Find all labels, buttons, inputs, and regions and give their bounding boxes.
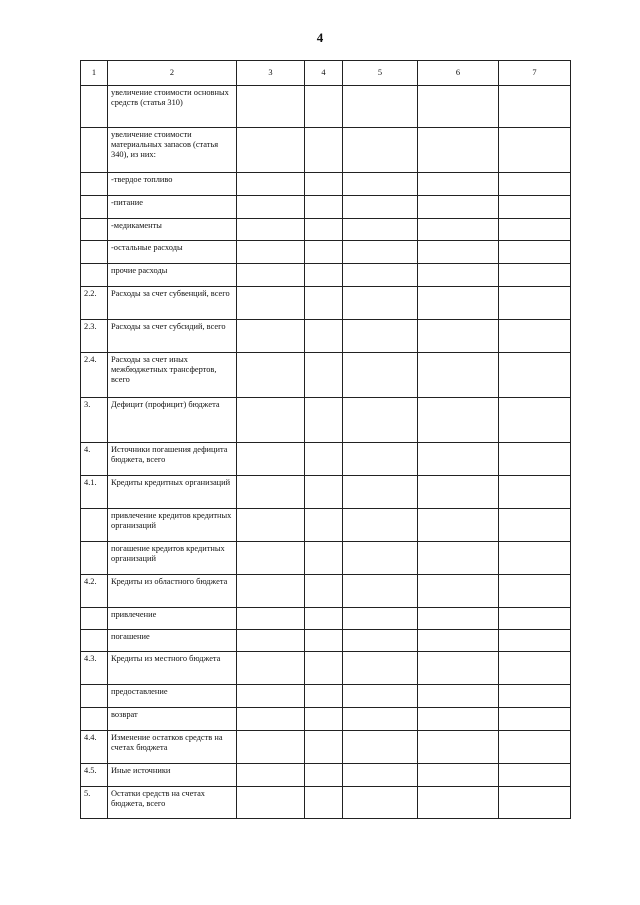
value-cell bbox=[305, 196, 343, 219]
value-cell bbox=[418, 575, 499, 608]
table-row bbox=[81, 708, 571, 731]
value-cell bbox=[343, 241, 418, 264]
row-label: -твердое топливо bbox=[108, 173, 237, 196]
row-label: Остатки средств на счетах бюджета, всего bbox=[108, 787, 237, 819]
value-cell bbox=[418, 708, 499, 731]
value-cell bbox=[418, 652, 499, 685]
row-number: 5. bbox=[81, 787, 108, 819]
value-cell bbox=[418, 173, 499, 196]
value-cell bbox=[237, 128, 305, 173]
value-cell bbox=[343, 731, 418, 764]
row-number bbox=[81, 241, 108, 264]
table-row bbox=[81, 608, 571, 630]
value-cell bbox=[499, 287, 571, 320]
value-cell bbox=[237, 264, 305, 287]
value-cell bbox=[237, 685, 305, 708]
value-cell bbox=[237, 764, 305, 787]
row-number: 4.2. bbox=[81, 575, 108, 608]
value-cell bbox=[237, 476, 305, 509]
column-header: 4 bbox=[305, 61, 343, 86]
table-row bbox=[81, 542, 571, 575]
value-cell bbox=[499, 320, 571, 353]
table-row bbox=[81, 575, 571, 608]
row-number bbox=[81, 173, 108, 196]
row-number bbox=[81, 685, 108, 708]
value-cell bbox=[237, 575, 305, 608]
table-row bbox=[81, 241, 571, 264]
table-row bbox=[81, 173, 571, 196]
value-cell bbox=[305, 652, 343, 685]
value-cell bbox=[237, 86, 305, 128]
value-cell bbox=[305, 219, 343, 241]
row-number bbox=[81, 128, 108, 173]
row-number: 4.5. bbox=[81, 764, 108, 787]
row-number: 2.2. bbox=[81, 287, 108, 320]
value-cell bbox=[418, 731, 499, 764]
value-cell bbox=[499, 608, 571, 630]
value-cell bbox=[499, 575, 571, 608]
value-cell bbox=[343, 86, 418, 128]
row-number: 3. bbox=[81, 398, 108, 443]
row-number bbox=[81, 86, 108, 128]
table-row bbox=[81, 398, 571, 443]
value-cell bbox=[418, 86, 499, 128]
value-cell bbox=[499, 443, 571, 476]
value-cell bbox=[343, 128, 418, 173]
value-cell bbox=[418, 128, 499, 173]
value-cell bbox=[237, 787, 305, 819]
value-cell bbox=[499, 196, 571, 219]
value-cell bbox=[237, 353, 305, 398]
value-cell bbox=[237, 241, 305, 264]
value-cell bbox=[343, 196, 418, 219]
row-label: Кредиты кредитных организаций bbox=[108, 476, 237, 509]
value-cell bbox=[237, 320, 305, 353]
value-cell bbox=[343, 764, 418, 787]
row-number: 2.4. bbox=[81, 353, 108, 398]
value-cell bbox=[305, 241, 343, 264]
row-label: Источники погашения дефицита бюджета, всего bbox=[108, 443, 237, 476]
value-cell bbox=[418, 320, 499, 353]
value-cell bbox=[305, 398, 343, 443]
value-cell bbox=[305, 575, 343, 608]
row-number: 4.4. bbox=[81, 731, 108, 764]
row-number: 4.1. bbox=[81, 476, 108, 509]
row-number bbox=[81, 542, 108, 575]
table-row bbox=[81, 86, 571, 128]
row-number: 4.3. bbox=[81, 652, 108, 685]
table-row bbox=[81, 652, 571, 685]
row-label: привлечение bbox=[108, 608, 237, 630]
value-cell bbox=[499, 685, 571, 708]
value-cell bbox=[418, 630, 499, 652]
header-row bbox=[81, 61, 571, 86]
value-cell bbox=[305, 287, 343, 320]
row-label: -медикаменты bbox=[108, 219, 237, 241]
value-cell bbox=[418, 608, 499, 630]
value-cell bbox=[499, 764, 571, 787]
value-cell bbox=[499, 509, 571, 542]
row-number bbox=[81, 509, 108, 542]
row-label: предоставление bbox=[108, 685, 237, 708]
column-header: 1 bbox=[81, 61, 108, 86]
row-number: 2.3. bbox=[81, 320, 108, 353]
value-cell bbox=[418, 509, 499, 542]
value-cell bbox=[237, 509, 305, 542]
value-cell bbox=[499, 542, 571, 575]
value-cell bbox=[305, 443, 343, 476]
row-number bbox=[81, 608, 108, 630]
value-cell bbox=[237, 287, 305, 320]
column-header: 6 bbox=[418, 61, 499, 86]
page-number: 4 bbox=[316, 30, 324, 45]
value-cell bbox=[343, 787, 418, 819]
value-cell bbox=[305, 476, 343, 509]
value-cell bbox=[343, 443, 418, 476]
value-cell bbox=[305, 685, 343, 708]
value-cell bbox=[499, 241, 571, 264]
column-header: 7 bbox=[499, 61, 571, 86]
row-number bbox=[81, 219, 108, 241]
value-cell bbox=[343, 630, 418, 652]
value-cell bbox=[418, 542, 499, 575]
value-cell bbox=[237, 630, 305, 652]
value-cell bbox=[343, 608, 418, 630]
value-cell bbox=[343, 652, 418, 685]
value-cell bbox=[305, 173, 343, 196]
value-cell bbox=[305, 787, 343, 819]
row-number bbox=[81, 630, 108, 652]
table-row bbox=[81, 287, 571, 320]
value-cell bbox=[343, 287, 418, 320]
value-cell bbox=[305, 630, 343, 652]
row-label: Кредиты из областного бюджета bbox=[108, 575, 237, 608]
column-header: 5 bbox=[343, 61, 418, 86]
row-label: погашение bbox=[108, 630, 237, 652]
table-row bbox=[81, 509, 571, 542]
value-cell bbox=[305, 509, 343, 542]
value-cell bbox=[343, 476, 418, 509]
value-cell bbox=[305, 608, 343, 630]
value-cell bbox=[237, 398, 305, 443]
value-cell bbox=[343, 264, 418, 287]
value-cell bbox=[237, 196, 305, 219]
table-row bbox=[81, 320, 571, 353]
value-cell bbox=[305, 708, 343, 731]
value-cell bbox=[237, 708, 305, 731]
row-label: прочие расходы bbox=[108, 264, 237, 287]
table-row bbox=[81, 630, 571, 652]
value-cell bbox=[418, 264, 499, 287]
row-label: Дефицит (профицит) бюджета bbox=[108, 398, 237, 443]
row-number bbox=[81, 196, 108, 219]
value-cell bbox=[418, 353, 499, 398]
value-cell bbox=[418, 196, 499, 219]
table-row bbox=[81, 264, 571, 287]
value-cell bbox=[499, 630, 571, 652]
value-cell bbox=[418, 787, 499, 819]
row-label: погашение кредитов кредитных организаций bbox=[108, 542, 237, 575]
value-cell bbox=[343, 509, 418, 542]
value-cell bbox=[499, 173, 571, 196]
value-cell bbox=[418, 476, 499, 509]
table-row bbox=[81, 787, 571, 819]
table-row bbox=[81, 685, 571, 708]
value-cell bbox=[499, 219, 571, 241]
value-cell bbox=[499, 731, 571, 764]
value-cell bbox=[305, 764, 343, 787]
table-row bbox=[81, 731, 571, 764]
value-cell bbox=[343, 219, 418, 241]
row-label: увеличение стоимости основных средств (статья 310) bbox=[108, 86, 237, 128]
value-cell bbox=[305, 731, 343, 764]
row-label: возврат bbox=[108, 708, 237, 731]
row-label: -питание bbox=[108, 196, 237, 219]
table-row bbox=[81, 128, 571, 173]
value-cell bbox=[343, 685, 418, 708]
row-number bbox=[81, 708, 108, 731]
value-cell bbox=[499, 128, 571, 173]
value-cell bbox=[343, 542, 418, 575]
value-cell bbox=[237, 542, 305, 575]
row-number bbox=[81, 264, 108, 287]
table-row bbox=[81, 764, 571, 787]
value-cell bbox=[237, 443, 305, 476]
value-cell bbox=[237, 219, 305, 241]
table-row bbox=[81, 219, 571, 241]
row-number: 4. bbox=[81, 443, 108, 476]
table-row bbox=[81, 196, 571, 219]
value-cell bbox=[305, 353, 343, 398]
value-cell bbox=[305, 264, 343, 287]
budget-table bbox=[80, 60, 571, 819]
value-cell bbox=[418, 764, 499, 787]
table-row bbox=[81, 353, 571, 398]
value-cell bbox=[343, 173, 418, 196]
row-label: привлечение кредитов кредитных организаций bbox=[108, 509, 237, 542]
value-cell bbox=[499, 264, 571, 287]
value-cell bbox=[237, 731, 305, 764]
value-cell bbox=[305, 320, 343, 353]
value-cell bbox=[343, 353, 418, 398]
column-header: 3 bbox=[237, 61, 305, 86]
value-cell bbox=[418, 241, 499, 264]
value-cell bbox=[499, 708, 571, 731]
row-label: Расходы за счет субсидий, всего bbox=[108, 320, 237, 353]
value-cell bbox=[499, 86, 571, 128]
table-row bbox=[81, 443, 571, 476]
value-cell bbox=[418, 685, 499, 708]
value-cell bbox=[343, 708, 418, 731]
row-label: увеличение стоимости материальных запасов (статья 340), из них: bbox=[108, 128, 237, 173]
value-cell bbox=[499, 652, 571, 685]
value-cell bbox=[305, 86, 343, 128]
value-cell bbox=[499, 787, 571, 819]
value-cell bbox=[237, 608, 305, 630]
table-row bbox=[81, 476, 571, 509]
value-cell bbox=[418, 287, 499, 320]
value-cell bbox=[418, 219, 499, 241]
value-cell bbox=[343, 398, 418, 443]
row-label: Изменение остатков средств на счетах бюджета bbox=[108, 731, 237, 764]
value-cell bbox=[305, 128, 343, 173]
value-cell bbox=[418, 398, 499, 443]
value-cell bbox=[237, 173, 305, 196]
row-label: -остальные расходы bbox=[108, 241, 237, 264]
value-cell bbox=[499, 476, 571, 509]
value-cell bbox=[343, 575, 418, 608]
row-label: Иные источники bbox=[108, 764, 237, 787]
row-label: Расходы за счет субвенций, всего bbox=[108, 287, 237, 320]
value-cell bbox=[343, 320, 418, 353]
value-cell bbox=[418, 443, 499, 476]
value-cell bbox=[499, 353, 571, 398]
value-cell bbox=[305, 542, 343, 575]
column-header: 2 bbox=[108, 61, 237, 86]
row-label: Расходы за счет иных межбюджетных трансфертов, всего bbox=[108, 353, 237, 398]
value-cell bbox=[237, 652, 305, 685]
value-cell bbox=[499, 398, 571, 443]
row-label: Кредиты из местного бюджета bbox=[108, 652, 237, 685]
